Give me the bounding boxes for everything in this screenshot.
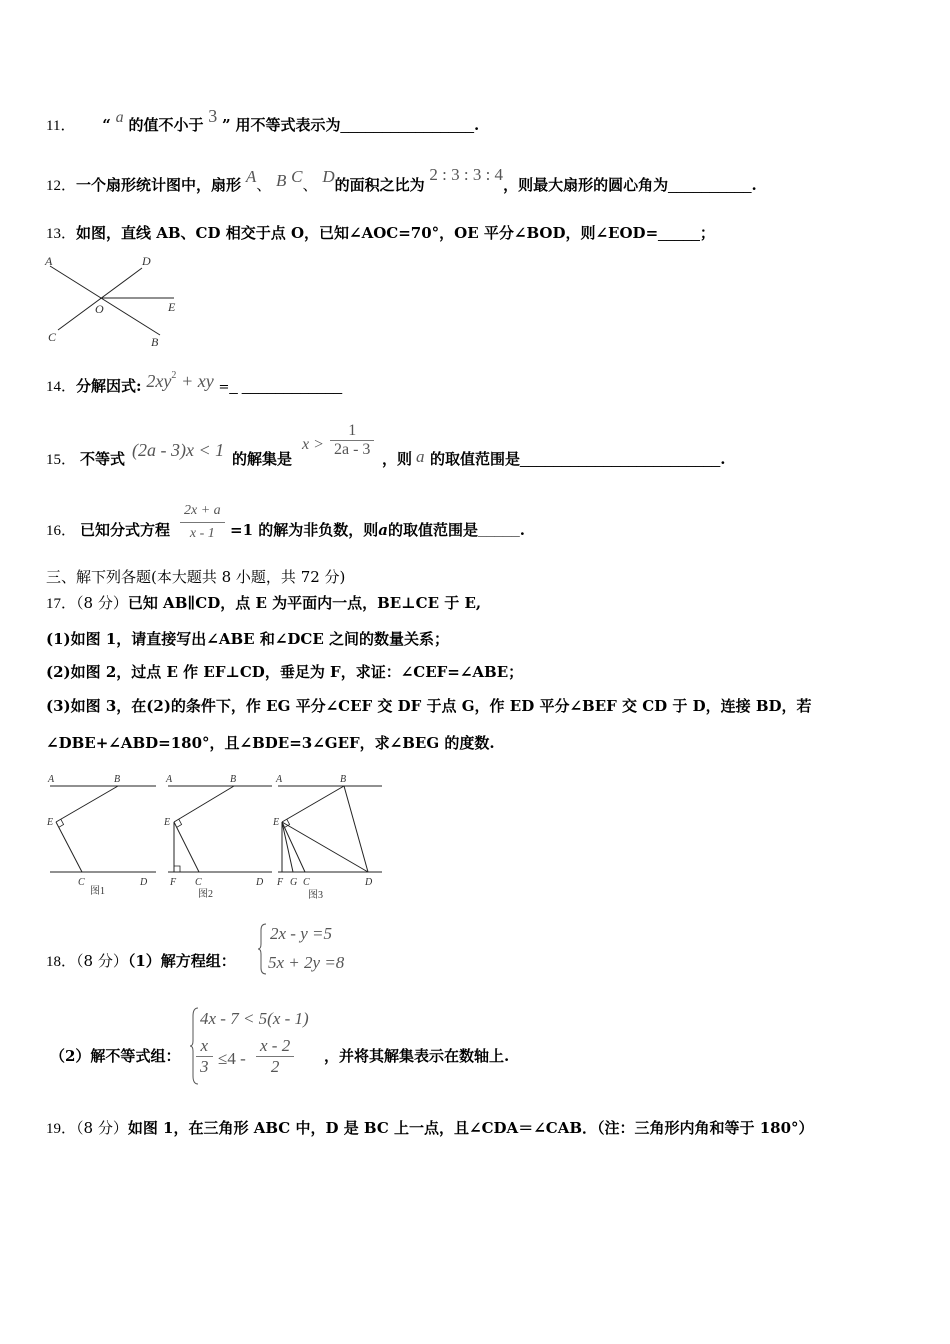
figure-caption: 图2 bbox=[198, 889, 213, 900]
label-o: O bbox=[95, 302, 104, 316]
label-b: B bbox=[151, 335, 159, 349]
figure-1 bbox=[46, 774, 156, 897]
line-ab bbox=[50, 266, 160, 335]
label-d: D bbox=[142, 254, 151, 268]
svg-text:A: A bbox=[48, 774, 55, 785]
equation-2: 5x + 2y =8 bbox=[268, 953, 345, 972]
segment-ec bbox=[282, 822, 305, 872]
q17-part1: (1)如图 1，请直接写出∠ABE 和∠DCE 之间的数量关系； bbox=[46, 630, 450, 648]
expression: 2xy bbox=[146, 371, 172, 391]
ratio: 2 : 3 : 3 : 4 bbox=[429, 165, 504, 184]
svg-text:F: F bbox=[170, 877, 177, 888]
segment-be bbox=[174, 786, 234, 822]
brace bbox=[258, 922, 268, 976]
question-number: 17． bbox=[46, 596, 77, 612]
svg-text:E: E bbox=[47, 817, 54, 828]
math-value: 3 bbox=[208, 106, 218, 126]
answer-blank[interactable]: _____ bbox=[658, 225, 700, 242]
segment-ec bbox=[174, 822, 199, 872]
section-heading: 三、解下列各题(本大题共 8 小题，共 72 分) bbox=[46, 568, 346, 586]
question-number: 14． bbox=[46, 379, 77, 395]
q17-part3-cont: ∠DBE+∠ABD=180°，且∠BDE=3∠GEF，求∠BEG 的度数. bbox=[46, 734, 495, 752]
figure-3 bbox=[272, 774, 382, 901]
answer-blank[interactable]: _____ bbox=[477, 522, 520, 539]
question-number: 11． bbox=[46, 118, 76, 134]
label-a: A bbox=[45, 254, 53, 268]
fraction-equation: $\frac{2x + a}{x - 1}$ bbox=[180, 503, 225, 542]
solution-fraction: $\frac{1}{2a - 3}$ bbox=[330, 422, 374, 459]
question-14: 14．分解因式: $2xy^2$ + xy =_ ____________ bbox=[46, 370, 343, 395]
svg-text:B: B bbox=[230, 774, 237, 785]
question-19: 19．（8 分）如图 1，在三角形 ABC 中，D 是 BC 上一点，且∠CDA＝∠CAB．（注：三角形内角和等于 180°） bbox=[46, 1119, 814, 1137]
question-number: 18． bbox=[46, 954, 77, 970]
label-c: C bbox=[48, 330, 57, 344]
segment-eg bbox=[282, 822, 293, 872]
question-17: 17．（8 分）已知 AB∥CD，点 E 为平面内一点，BE⊥CE 于 E, bbox=[46, 594, 482, 612]
label-e: E bbox=[168, 300, 176, 314]
svg-text:C: C bbox=[303, 877, 310, 888]
question-13: 13．如图，直线 AB、CD 相交于点 O，已知∠AOC=70°，OE 平分∠BOD，则∠EOD=_____； bbox=[46, 224, 715, 242]
q17-figures bbox=[42, 770, 392, 902]
answer-blank[interactable]: ________________________ bbox=[520, 451, 721, 468]
segment-ed bbox=[282, 822, 368, 872]
question-number: 12． bbox=[46, 178, 77, 194]
svg-text:C: C bbox=[195, 877, 202, 888]
svg-text:A: A bbox=[166, 774, 173, 785]
svg-text:F: F bbox=[277, 877, 284, 888]
figure-caption: 图1 bbox=[90, 886, 105, 897]
svg-text:G: G bbox=[290, 877, 298, 888]
question-11: 11． “ a 的值不小于 3 ” 用不等式表示为________________. bbox=[46, 106, 480, 134]
svg-text:B: B bbox=[340, 774, 347, 785]
svg-text:C: C bbox=[78, 877, 85, 888]
svg-text:D: D bbox=[140, 877, 148, 888]
question-number: 13． bbox=[46, 226, 77, 242]
q18-part2-label: （2）解不等式组： bbox=[50, 1047, 181, 1065]
answer-blank[interactable]: __________ bbox=[668, 177, 752, 194]
svg-text:E: E bbox=[164, 817, 171, 828]
line-cd bbox=[58, 268, 142, 330]
inequality: (2a - 3)x < 1 bbox=[132, 440, 225, 460]
svg-text:D: D bbox=[256, 877, 264, 888]
q17-part3: (3)如图 3，在(2)的条件下，作 EG 平分∠CEF 交 DF 于点 G，作 ED 平分∠BEF 交 CD 于 D，连接 BD，若 bbox=[46, 697, 812, 715]
segment-ec bbox=[56, 822, 82, 872]
svg-text:A: A bbox=[276, 774, 283, 785]
question-number: 15． bbox=[46, 452, 77, 468]
svg-text:D: D bbox=[365, 877, 373, 888]
q18-part2-tail: ，并将其解集表示在数轴上. bbox=[324, 1047, 510, 1065]
answer-blank[interactable]: _ ____________ bbox=[229, 378, 343, 395]
right-angle-mark bbox=[174, 866, 180, 872]
equation-1: 2x - y =5 bbox=[270, 924, 332, 943]
question-12: 12．一个扇形统计图中，扇形 A、 B C、 D的面积之比为 2 : 3 : 3 : 4，则最大扇形的圆心角为__________. bbox=[46, 165, 757, 194]
question-18: 18．（8 分）（1）解方程组： bbox=[46, 952, 236, 970]
math-var: a bbox=[115, 109, 124, 126]
figure-caption: 图3 bbox=[308, 890, 323, 901]
svg-text:B: B bbox=[114, 774, 121, 785]
inequality-1: 4x - 7 < 5(x - 1) bbox=[200, 1009, 309, 1028]
q13-figure bbox=[40, 252, 190, 352]
q17-part2: (2)如图 2，过点 E 作 EF⊥CD，垂足为 F，求证：∠CEF=∠ABE； bbox=[46, 663, 524, 681]
svg-text:E: E bbox=[273, 817, 280, 828]
question-number: 19． bbox=[46, 1121, 77, 1137]
segment-be bbox=[56, 786, 118, 822]
answer-blank[interactable]: ________________ bbox=[340, 117, 474, 134]
segment-bd bbox=[344, 786, 368, 872]
figure-2 bbox=[163, 774, 272, 900]
question-number: 16． bbox=[46, 523, 77, 539]
segment-be bbox=[282, 786, 344, 822]
